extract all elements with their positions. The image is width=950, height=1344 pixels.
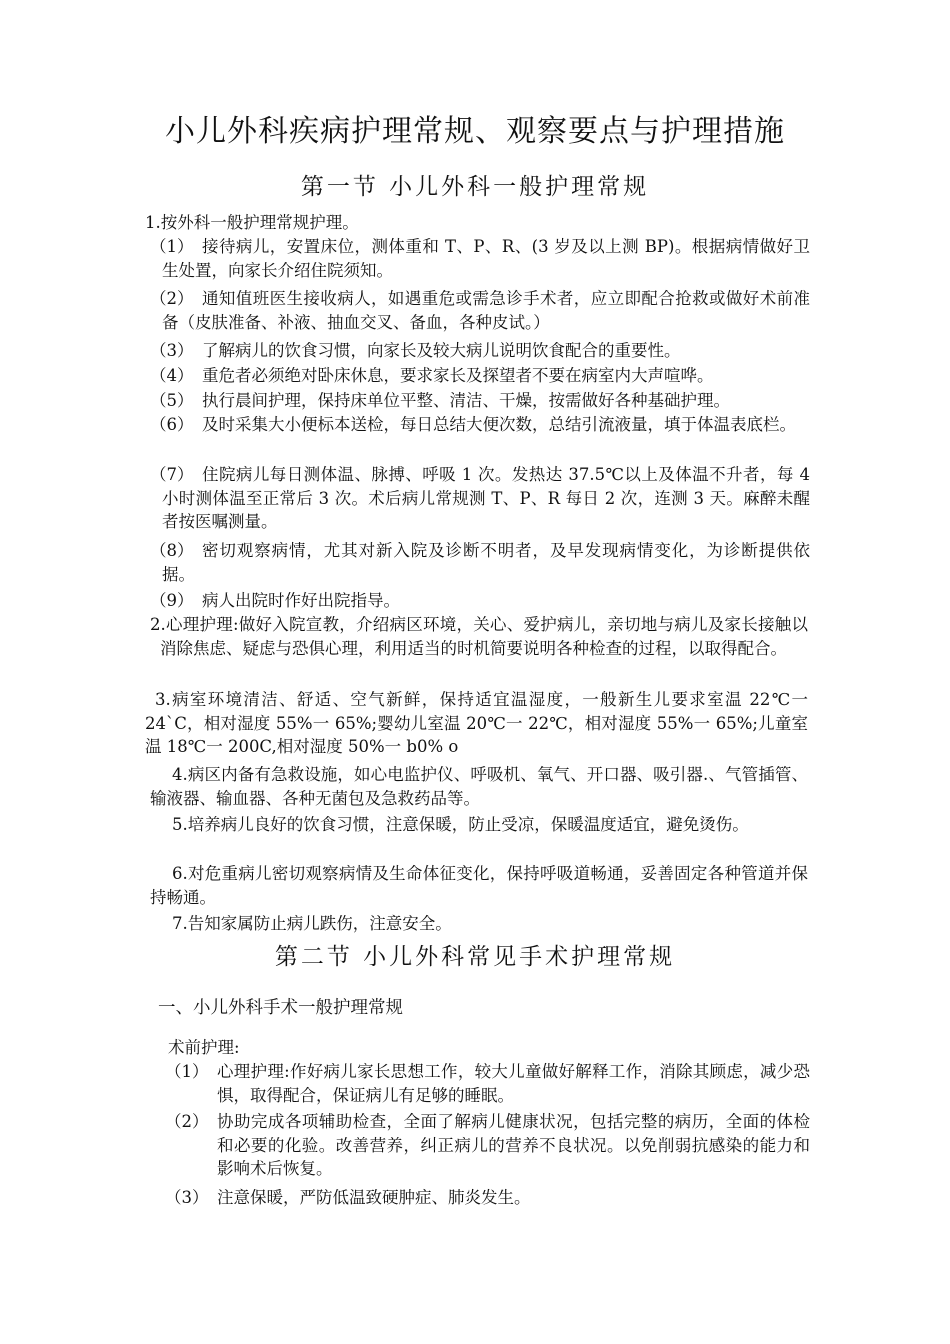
subitem-number: （2） [150,289,194,308]
item-7: 7.告知家属防止病儿跌伤，注意安全。 [172,914,452,933]
subitem-text: 及时采集大小便标本送检，每日总结大便次数，总结引流液量，填于体温表底栏。 [202,415,796,434]
item-5: 5.培养病儿良好的饮食习惯，注意保暖，防止受凉，保暖温度适宜，避免烫伤。 [172,815,749,834]
subitem-text: 通知值班医生接收病人，如遇重危或需急诊手术者，应立即配合抢救或做好术前准备（皮肤准备、补液、抽血交叉、备血，各种皮试。） [162,289,810,332]
preop-heading: 术前护理: [168,1038,240,1057]
subitem-number: （4） [150,366,194,385]
preop-item-text: 心理护理:作好病儿家长思想工作，较大儿童做好解释工作，消除其顾虑，减少恐惧，取得配合，保证病儿有足够的睡眠。 [217,1062,810,1105]
preop-item-number: （2） [165,1112,209,1131]
item-3: 3.病室环境清洁、舒适、空气新鲜，保持适宜温湿度，一般新生儿要求室温 22℃一 24`C，相对湿度 55%一 65%;婴幼儿室温 20℃一 22℃，相对湿度 55%一 65%;儿童室温 18℃一 200C,相对湿度 50%一 b0% o [145,690,808,756]
subitem-number: （3） [150,341,194,360]
preop-item-number: （3） [165,1188,209,1207]
subitem-text: 执行晨间护理，保持床单位平整、清洁、干燥，按需做好各种基础护理。 [202,391,730,410]
preop-item-text: 协助完成各项辅助检查，全面了解病儿健康状况，包括完整的病历，全面的体检和必要的化验。改善营养，纠正病儿的营养不良状况。以免削弱抗感染的能力和影响术后恢复。 [217,1112,810,1178]
subitem-text: 了解病儿的饮食习惯，向家长及较大病儿说明饮食配合的重要性。 [202,341,681,360]
subitem-number: （9） [150,591,194,610]
section-heading-1: 第一节 小儿外科一般护理常规 [300,174,650,200]
subitem-text: 重危者必须绝对卧床休息，要求家长及探望者不要在病室内大声喧哗。 [202,366,714,385]
subitem-text: 接待病儿，安置床位，测体重和 T、P、R、(3 岁及以上测 BP)。根据病情做好卫生处置，向家长介绍住院须知。 [162,237,810,280]
subitem-number: （1） [150,237,194,256]
subitem-number: （8） [150,541,194,560]
subitem-number: （7） [150,465,194,484]
item-1: 1.按外科一般护理常规护理。 [145,213,359,232]
subitem-text: 住院病儿每日测体温、脉搏、呼吸 1 次。发热达 37.5℃以上及体温不升者，每 4 小时测体温至正常后 3 次。术后病儿常规测 T、P、R 每日 2 次，连测 3 天。麻醉未醒者按医嘱测量。 [162,465,810,531]
preop-item-text: 注意保暖，严防低温致硬肿症、肺炎发生。 [217,1188,531,1207]
preop-item-number: （1） [165,1062,209,1081]
subitem-text: 病人出院时作好出院指导。 [202,591,400,610]
section-heading-2: 第二节 小儿外科常见手术护理常规 [274,944,676,970]
document-title: 小儿外科疾病护理常规、观察要点与护理措施 [165,114,785,149]
item-4: 4.病区内备有急救设施，如心电监护仪、呼吸机、氧气、开口器、吸引器.、气管插管、输液器、输血器、各种无菌包及急救药品等。 [150,765,808,808]
subitem-text: 密切观察病情，尤其对新入院及诊断不明者，及早发现病情变化，为诊断提供依据。 [162,541,810,584]
item-6: 6.对危重病儿密切观察病情及生命体征变化，保持呼吸道畅通，妥善固定各种管道并保持畅通。 [150,864,808,907]
subitem-number: （6） [150,415,194,434]
part-heading: 一、小儿外科手术一般护理常规 [158,998,403,1018]
item-2: 2.心理护理:做好入院宣教，介绍病区环境，关心、爱护病儿，亲切地与病儿及家长接触以消除焦虑、疑虑与恐俱心理，利用适当的时机简要说明各种检查的过程，以取得配合。 [150,615,808,658]
subitem-number: （5） [150,391,194,410]
